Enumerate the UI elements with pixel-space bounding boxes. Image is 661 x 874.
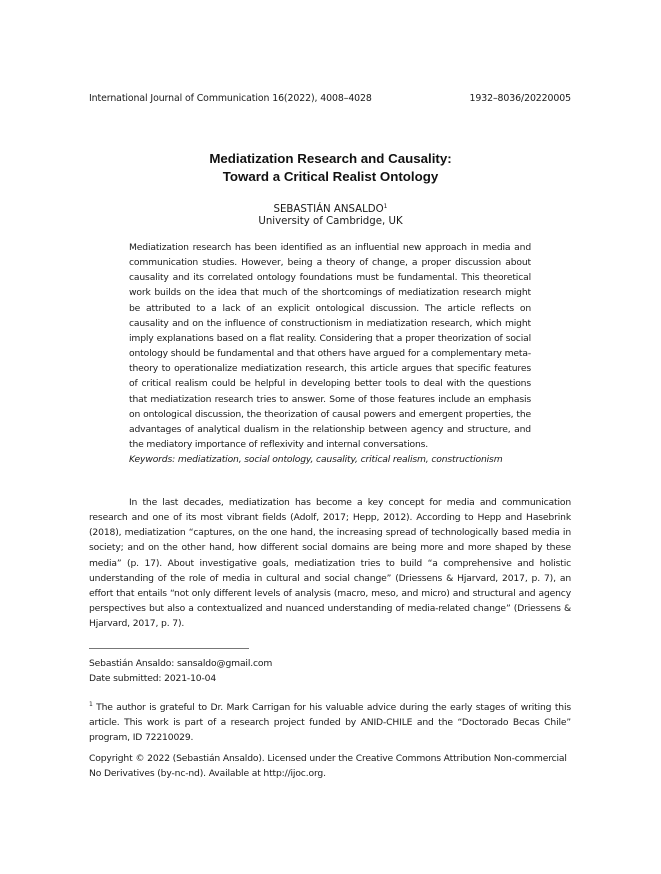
footnote-1 [89,697,571,745]
footnote-text: The author is grateful to Dr. Mark Carrigan for his valuable advice during the early stages of writing this article. This work is part of a research project funded by ANID-CHILE and the “Doctorado Becas Chile” program, ID 72210029. [89,702,571,744]
footnote-mark: 1 [89,701,93,708]
footnote-divider [89,648,249,649]
body-paragraph: In the last decades, mediatization has become a key concept for media and communication research and one of its most vibrant fields (Adolf, 2017; Hepp, 2012). According to Hepp and Hasebrink (2018), mediatization “captures, on the one hand, the increasing spread of technologically based media in society; and on the other hand, how different social domains are being more and more shaped by these media” (p. 17). About investigative goals, mediatization tries to build “a comprehensive and holistic understanding of the role of media in cultural and social change” (Driessens & Hjarvard, 2017, p. 7), an effort that entails “not only different levels of analysis (macro, meso, and micro) and structural and agency perspectives but also a contextualized and nuanced understanding of media-related change” (Driessens & Hjarvard, 2017, p. 7). [89,497,571,630]
keywords: Keywords: mediatization, social ontology, causality, critical realism, constructionism [129,454,503,465]
article-title [0,150,661,186]
author-email: Sebastián Ansaldo: sansaldo@gmail.com [89,658,273,669]
title-line-1: Mediatization Research and Causality: [209,151,452,166]
author-footnote-mark[interactable]: 1 [383,203,388,210]
running-header-issn: 1932–8036/20220005 [469,93,571,104]
copyright-notice [89,751,571,781]
date-submitted: Date submitted: 2021-10-04 [89,673,217,684]
author-name-text: SEBASTIÁN ANSALDO [273,204,384,215]
author-contact [89,656,272,686]
copyright-line-2: No Derivatives (by-nc-nd). Available at http://ijoc.org. [89,768,326,780]
running-header-journal: International Journal of Communication 16(2022), 4008–4028 [89,93,372,104]
title-line-2: Toward a Critical Realist Ontology [222,169,439,184]
abstract: Mediatization research has been identified as an influential new approach in media and communication studies. However, being a theory of change, a proper discussion about causality and its correlated ontology foundations must be fundamental. This theoretical work builds on the idea that much of the shortcomings of mediatization research might be attributed to a lack of an explicit ontological discussion. The article reflects on causality and on the influence of constructionism in mediatization research, which might imply explanations based on a flat reality. Considering that a proper theorization of social ontology should be fundamental and that others have argued for a complementary meta-theory to operationalize mediatization research, this article argues that specific features of critical realism could be helpful in developing better tools to deal with the questions that mediatization research tries to answer. Some of those features include an emphasis on ontological discussion, the theorization of causal powers and emergent properties, the advantages of analytical dualism in the relationship between agency and structure, and the mediatory importance of reflexivity and internal conversations. [129,242,531,451]
copyright-line-1: Copyright © 2022 (Sebastián Ansaldo). Licensed under the Creative Commons Attribution Non-commercial [89,753,567,764]
author-affiliation: University of Cambridge, UK [258,216,403,227]
